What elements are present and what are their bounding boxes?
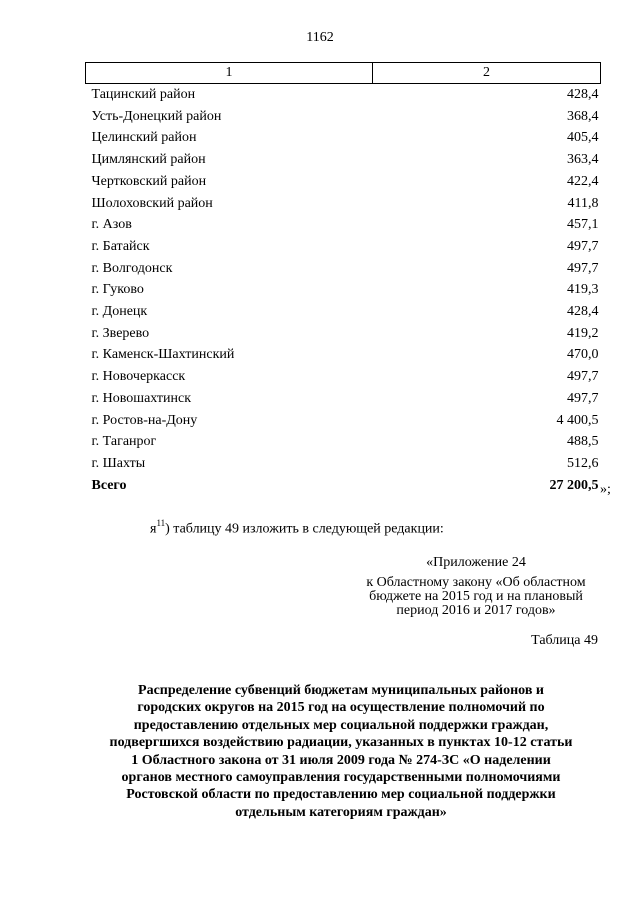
total-value: 27 200,5 <box>549 477 599 493</box>
appendix-line: к Областному закону «Об областном <box>366 575 586 590</box>
appendix-line: бюджете на 2015 год и на плановый <box>369 589 583 604</box>
row-value: 363,4 <box>567 152 599 168</box>
row-value: 497,7 <box>567 238 599 254</box>
row-name: г. Новочеркасск <box>91 369 186 385</box>
column-header-2: 2 <box>373 63 601 84</box>
table-row <box>86 301 601 323</box>
table-row <box>86 236 601 258</box>
table-row <box>86 106 601 128</box>
row-name: г. Азов <box>91 217 132 233</box>
row-value: 497,7 <box>567 390 599 406</box>
row-name: г. Зверево <box>91 325 150 341</box>
row-value: 411,8 <box>567 195 599 211</box>
heading-line: органов местного самоуправления государственными полномочиями <box>121 770 561 786</box>
row-name: Тацинский район <box>91 87 196 102</box>
row-name: Шолоховский район <box>91 195 213 211</box>
row-value: 470,0 <box>567 347 599 363</box>
table-header-row <box>86 63 601 84</box>
heading-line: 1 Областного закона от 31 июля 2009 года № 274-ЗС «О наделении <box>131 752 551 768</box>
row-value: 419,3 <box>567 282 599 298</box>
row-name: г. Ростов-на-Дону <box>91 412 198 428</box>
table-number-label: Таблица 49 <box>531 633 598 648</box>
table-total-row <box>86 475 601 497</box>
row-value: 512,6 <box>567 455 599 471</box>
table-row <box>86 388 601 410</box>
row-name: г. Шахты <box>91 455 146 471</box>
row-value: 422,4 <box>567 173 599 189</box>
table-row <box>86 127 601 149</box>
table-row <box>86 84 601 106</box>
row-name: г. Гуково <box>91 282 144 298</box>
table-row <box>86 410 601 432</box>
row-name: г. Новошахтинск <box>91 390 192 406</box>
instruction-text: ) таблицу 49 изложить в следующей редакции: <box>165 521 444 537</box>
row-name: Чертковский район <box>91 173 207 189</box>
table-row <box>86 279 601 301</box>
heading-line: отдельным категориям граждан» <box>235 804 447 820</box>
row-value: 368,4 <box>567 108 599 124</box>
row-value: 405,4 <box>567 130 599 146</box>
row-value: 419,2 <box>567 325 599 341</box>
total-label: Всего <box>91 477 127 493</box>
row-value: 497,7 <box>567 369 599 385</box>
table-row <box>86 344 601 366</box>
row-name: г. Волгодонск <box>91 260 173 276</box>
table-row <box>86 366 601 388</box>
row-name: г. Таганрог <box>91 434 157 450</box>
heading-line: городских округов на 2015 год на осуществление полномочий по <box>137 700 545 716</box>
closing-quote-mark: »; <box>600 482 611 497</box>
table-row <box>86 431 601 453</box>
row-value: 457,1 <box>567 217 599 233</box>
table-row <box>86 323 601 345</box>
table-row <box>86 214 601 236</box>
table-row <box>86 258 601 280</box>
table-row <box>86 193 601 215</box>
appendix-line: период 2016 и 2017 годов» <box>396 603 556 618</box>
subvention-table <box>85 62 601 496</box>
row-value: 428,4 <box>567 304 599 320</box>
appendix-reference <box>330 556 622 618</box>
row-value: 488,5 <box>567 434 599 450</box>
row-name: Целинский район <box>91 130 197 146</box>
document-heading <box>85 682 597 821</box>
appendix-title: «Приложение 24 <box>426 555 526 570</box>
heading-line: предоставлению отдельных мер социальной поддержки граждан, <box>133 717 549 733</box>
table-row <box>86 171 601 193</box>
row-name: г. Каменск-Шахтинский <box>91 347 235 363</box>
heading-line: подвергшихся воздействию радиации, указанных в пунктах 10-12 статьи <box>109 735 573 751</box>
row-value: 428,4 <box>567 87 599 102</box>
instruction-letter: я <box>150 521 157 537</box>
column-header-1: 1 <box>86 63 373 84</box>
table-row <box>86 453 601 475</box>
row-name: г. Донецк <box>91 304 148 320</box>
row-value: 497,7 <box>567 260 599 276</box>
amendment-instruction <box>150 519 444 538</box>
table-row <box>86 149 601 171</box>
page-number: 1162 <box>306 30 334 45</box>
row-value: 4 400,5 <box>556 412 599 428</box>
heading-line: Ростовской области по предоставлению мер социальной поддержки <box>126 787 556 803</box>
row-name: Цимлянский район <box>91 152 206 168</box>
instruction-superscript: 11 <box>156 518 166 528</box>
row-name: г. Батайск <box>91 238 150 254</box>
row-name: Усть-Донецкий район <box>91 108 222 124</box>
heading-line: Распределение субвенций бюджетам муниципальных районов и <box>138 683 544 698</box>
